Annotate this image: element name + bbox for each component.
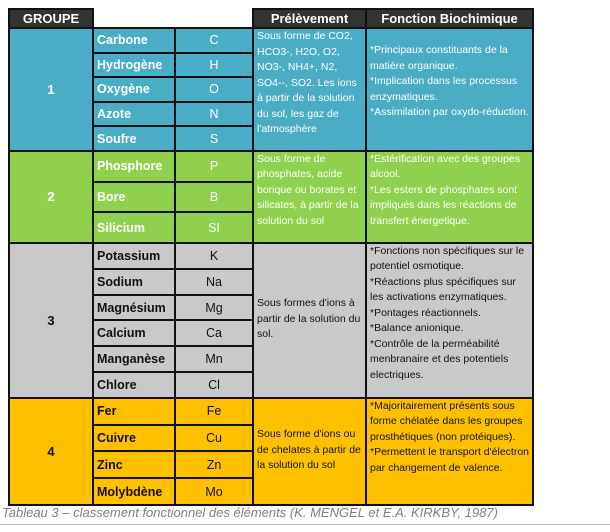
divider (0, 524, 610, 525)
element-name: Soufre (93, 126, 175, 151)
element-symbol: Mn (175, 346, 253, 372)
element-symbol: O (175, 77, 253, 102)
prelevement-cell (253, 398, 366, 505)
fonction-item: *Balance anionique. (370, 322, 464, 335)
element-symbol: Zn (175, 451, 253, 478)
fonction-item: *Les esters de phosphates sont impliqués dans les réactions de transfert énergetique. (370, 183, 518, 227)
element-symbol: SI (175, 212, 253, 243)
header-fonction: Fonction Biochimique (366, 9, 533, 28)
element-symbol: C (175, 28, 253, 53)
prelevement-cell (253, 28, 366, 151)
fonction-item: *Majoritairement présents sous forme chélatée dans les groupes prosthétiques (non protéiques). (370, 399, 523, 443)
group-label: 3 (9, 243, 93, 398)
element-name: Silicium (93, 212, 175, 243)
fonction-cell (366, 398, 533, 505)
element-name: Manganèse (93, 346, 175, 372)
classification-table (8, 8, 534, 506)
element-symbol: K (175, 243, 253, 269)
element-name: Sodium (93, 269, 175, 295)
fonction-item: *Assimilation par oxydo-réduction. (370, 106, 529, 118)
prelevement-cell (253, 151, 366, 243)
element-name: Cuivre (93, 425, 175, 452)
element-symbol: Mg (175, 295, 253, 321)
fonction-item: *Pontages réactionnels. (370, 306, 481, 319)
fonction-cell (366, 28, 533, 151)
element-name: Chlore (93, 372, 175, 398)
element-symbol: Mo (175, 478, 253, 505)
fonction-item: *Réactions plus spécifiques sur les activations enzymatiques. (370, 275, 516, 304)
header-blank (93, 9, 253, 28)
fonction-item: *Contrôle de la perméabilité menbranaire et des potentiels electriques. (370, 337, 509, 381)
prelevement-cell (253, 243, 366, 398)
prelevement-text: Sous forme de CO2, HCO3-, H2O, O2, NO3-, NH4+, N2, SO4--, SO2. Les ions à partir de la solution du sol, les gaz de l'atmosphère (257, 30, 357, 135)
element-symbol: N (175, 102, 253, 127)
element-name: Magnésium (93, 295, 175, 321)
element-name: Carbone (93, 28, 175, 53)
element-row (9, 28, 533, 53)
element-symbol: Na (175, 269, 253, 295)
element-symbol: S (175, 126, 253, 151)
prelevement-text: Sous formes d'ions à partir de la solution du sol. (257, 297, 361, 341)
element-name: Fer (93, 398, 175, 425)
group-label: 2 (9, 151, 93, 243)
fonction-item: *Implication dans les processus enzymatiques. (370, 75, 518, 103)
group-label: 1 (9, 28, 93, 151)
element-name: Azote (93, 102, 175, 127)
element-symbol: Fe (175, 398, 253, 425)
fonction-item: *Estérification avec des groupes alcool. (370, 152, 520, 181)
element-name: Molybdène (93, 478, 175, 505)
fonction-item: *Permettent le transport d'électron par changement de valence. (370, 446, 529, 474)
fonction-cell (366, 151, 533, 243)
element-symbol: B (175, 182, 253, 213)
header-row (9, 9, 533, 28)
element-name: Zinc (93, 451, 175, 478)
fonction-item: *Principaux constituants de la matière organique. (370, 44, 508, 72)
element-row (9, 151, 533, 182)
element-name: Potassium (93, 243, 175, 269)
fonction-cell (366, 243, 533, 398)
element-symbol: P (175, 151, 253, 182)
element-name: Hydrogène (93, 53, 175, 78)
header-prelevement: Prélèvement (253, 9, 366, 28)
prelevement-text: Sous forme d'ions ou de chelates à partir de la solution du sol (257, 428, 361, 472)
element-name: Calcium (93, 320, 175, 346)
element-name: Oxygène (93, 77, 175, 102)
fonction-item: *Fonctions non spécifiques sur le potentiel osmotique. (370, 244, 525, 273)
element-name: Phosphore (93, 151, 175, 182)
element-symbol: Cl (175, 372, 253, 398)
element-symbol: Cu (175, 425, 253, 452)
prelevement-text: Sous forme de phosphates, acide borique ou borates et silicates, à partir de la solution du sol (257, 152, 359, 227)
element-symbol: H (175, 53, 253, 78)
element-row (9, 398, 533, 425)
element-symbol: Ca (175, 320, 253, 346)
table-caption: Tableau 3 – classement fonctionnel des éléments (K. MENGEL et E.A. KIRKBY, 1987) (2, 505, 498, 520)
header-groupe: GROUPE (9, 9, 93, 28)
element-name: Bore (93, 182, 175, 213)
element-row (9, 243, 533, 269)
group-label: 4 (9, 398, 93, 505)
